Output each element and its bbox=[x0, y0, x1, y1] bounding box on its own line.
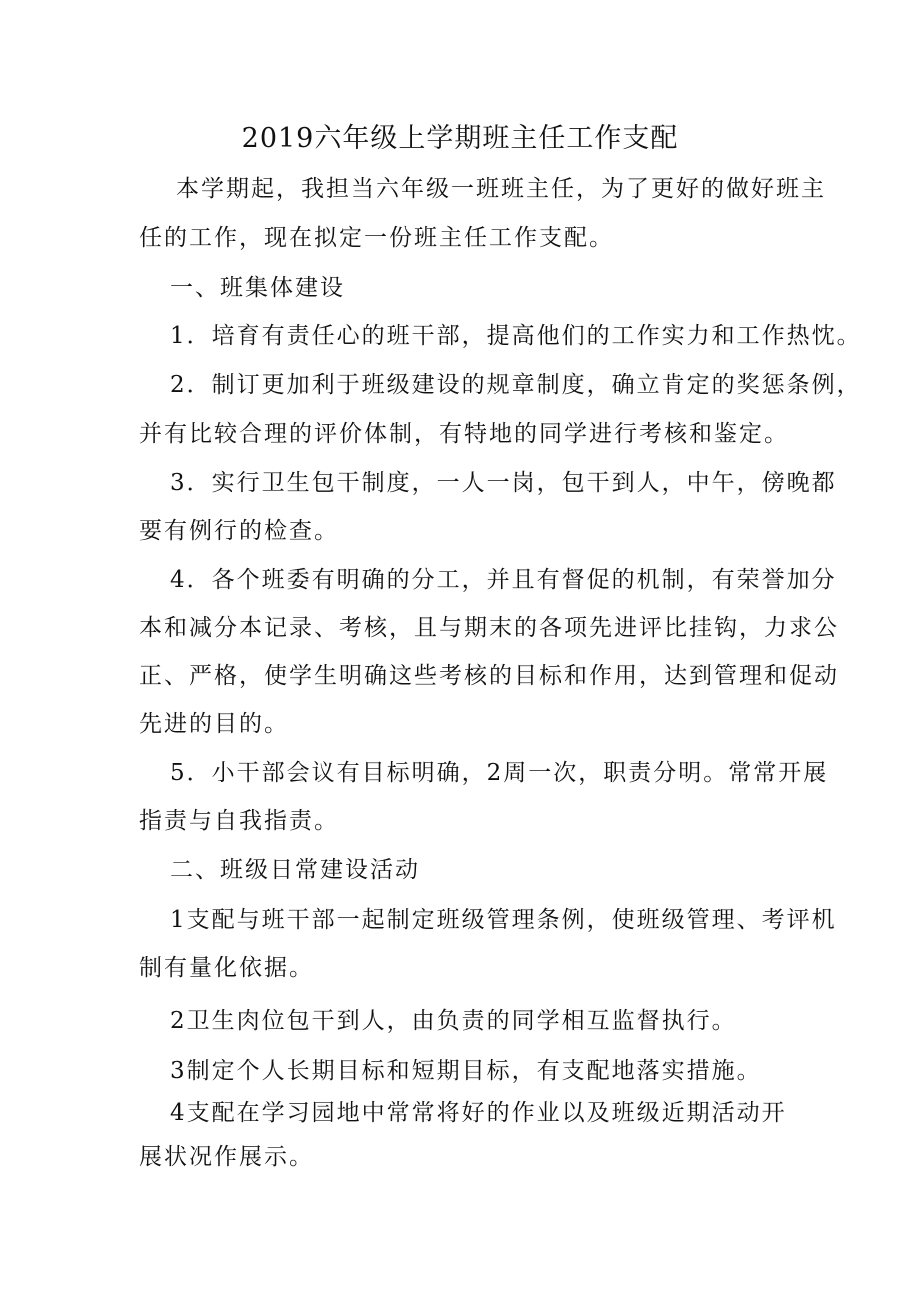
paragraph-line: 展状况作展示。 bbox=[139, 1144, 314, 1170]
paragraph-line: 2．制订更加利于班级建设的规章制度，确立肯定的奖惩条例， bbox=[170, 372, 862, 398]
paragraph-line: 本和减分本记录、考核，且与期末的各项先进评比挂钩，力求公 bbox=[139, 615, 839, 641]
paragraph-line: 先进的目的。 bbox=[139, 711, 289, 737]
paragraph-line: 1支配与班干部一起制定班级管理条例，使班级管理、考评机 bbox=[170, 907, 837, 933]
section-heading: 二、班级日常建设活动 bbox=[170, 857, 420, 883]
paragraph-line: 3制定个人长期目标和短期目标，有支配地落实措施。 bbox=[170, 1058, 762, 1084]
document-title: 2019六年级上学期班主任工作支配 bbox=[241, 123, 679, 154]
paragraph-line: 1．培育有责任心的班干部，提高他们的工作实力和工作热忱。 bbox=[170, 323, 862, 349]
paragraph-line: 3．实行卫生包干制度，一人一岗，包干到人，中午，傍晚都 bbox=[170, 470, 837, 496]
paragraph-line: 4支配在学习园地中常常将好的作业以及班级近期活动开 bbox=[170, 1100, 787, 1126]
paragraph-line: 要有例行的检查。 bbox=[139, 518, 339, 544]
paragraph-line: 制有量化依据。 bbox=[139, 955, 314, 981]
paragraph-line: 本学期起，我担当六年级一班班主任，为了更好的做好班主 bbox=[176, 176, 826, 202]
paragraph-line: 5．小干部会议有目标明确，2周一次，职责分明。常常开展 bbox=[170, 760, 829, 786]
paragraph-line: 2卫生肉位包干到人，由负责的同学相互监督执行。 bbox=[170, 1008, 737, 1034]
paragraph-line: 指责与自我指责。 bbox=[139, 808, 339, 834]
paragraph-line: 任的工作，现在拟定一份班主任工作支配。 bbox=[139, 225, 614, 251]
paragraph-line: 4．各个班委有明确的分工，并且有督促的机制，有荣誉加分 bbox=[170, 567, 837, 593]
paragraph-line: 正、严格，使学生明确这些考核的目标和作用，达到管理和促动 bbox=[139, 663, 839, 689]
paragraph-line: 并有比较合理的评价体制，有特地的同学进行考核和鉴定。 bbox=[139, 421, 789, 447]
section-heading: 一、班集体建设 bbox=[170, 275, 345, 301]
